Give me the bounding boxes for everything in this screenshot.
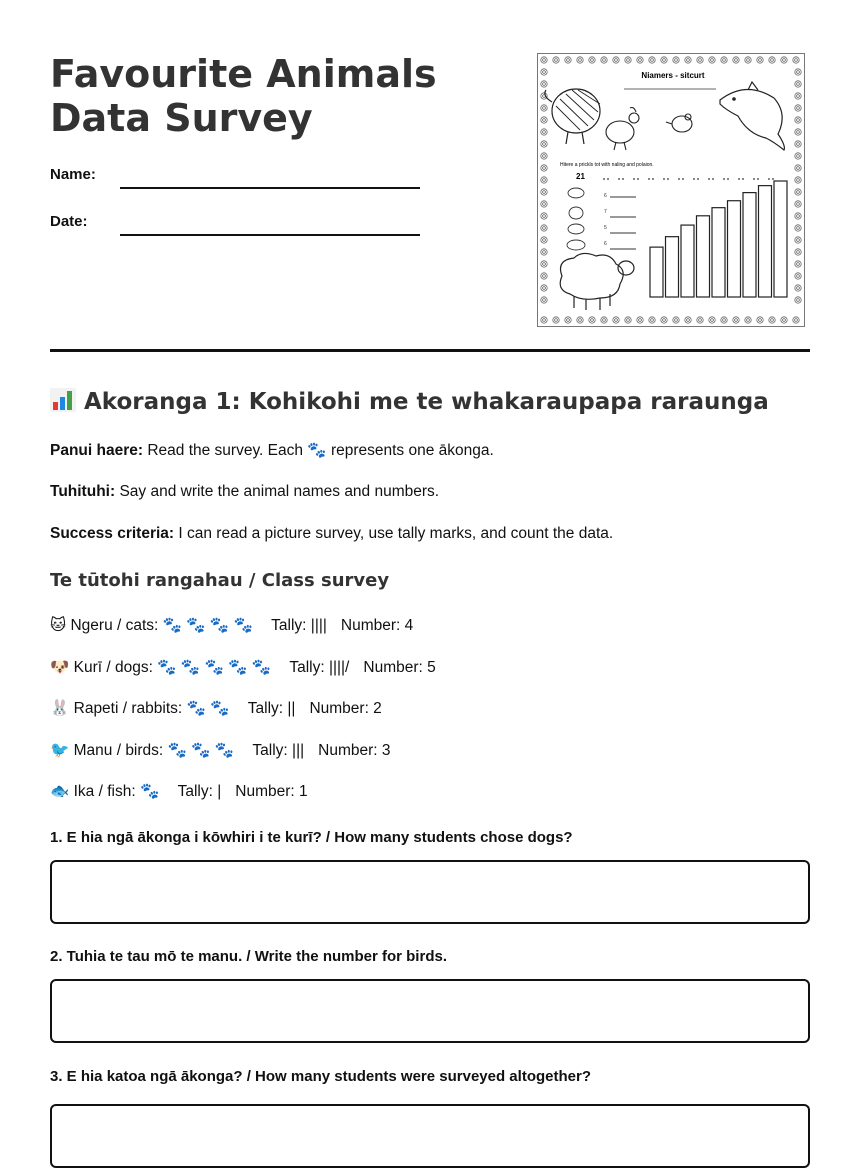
thumbnail-bar xyxy=(759,186,772,297)
success-criteria xyxy=(50,525,613,543)
question-1-answer-box[interactable] xyxy=(50,860,810,924)
thumbnail-bar xyxy=(681,225,694,297)
number-text: Number: 5 xyxy=(363,659,436,676)
lesson-heading xyxy=(50,388,769,415)
read-label: Panui haere: xyxy=(50,442,144,459)
thumbnail-bar xyxy=(743,193,756,297)
number-text: Number: 2 xyxy=(309,700,382,717)
animal-icon: 🐶 xyxy=(50,659,70,676)
thumbnail-heading: Niamers - sitcurt xyxy=(641,71,705,80)
read-text-after: represents one ākonga. xyxy=(330,442,494,459)
thumbnail-caption: Hitere a prickls tot with naling and polaion. xyxy=(560,162,654,168)
dolphin-icon xyxy=(720,82,784,150)
paw-icon: 🐾 xyxy=(228,659,248,676)
lesson-heading-text: Akoranga 1: Kohikohi me te whakaraupapa raraunga xyxy=(84,389,769,415)
thumbnail-top-number: 21 xyxy=(576,172,585,181)
paw-icon: 🐾 xyxy=(307,442,327,459)
animal-icon: 🐦 xyxy=(50,742,70,759)
paw-icon: 🐾 xyxy=(233,617,253,634)
survey-row xyxy=(50,699,382,718)
survey-row xyxy=(50,782,308,801)
number-text: Number: 3 xyxy=(318,742,391,759)
paw-icon: 🐾 xyxy=(191,742,211,759)
animal-icon: 🐟 xyxy=(50,783,70,800)
number-text: Number: 4 xyxy=(340,617,414,634)
thumbnail-drawing xyxy=(538,54,804,326)
survey-row xyxy=(50,616,413,635)
paw-icon: 🐾 xyxy=(251,659,272,676)
thumbnail-bar-graph xyxy=(650,181,787,297)
name-writing-line[interactable] xyxy=(120,187,420,189)
tally-text: Tally: |||| xyxy=(271,617,327,634)
paw-icon: 🐾 xyxy=(204,659,224,676)
survey-row-label: Manu / birds: xyxy=(73,742,164,759)
thumbnail-bar xyxy=(697,216,710,297)
survey-heading: Te tūtohi rangahau / Class survey xyxy=(50,570,390,591)
name-field[interactable] xyxy=(50,166,420,196)
tally-text: Tally: || xyxy=(247,700,296,717)
paw-icon: 🐾 xyxy=(214,742,235,759)
thumbnail-row-number: 7 xyxy=(604,209,607,215)
success-label: Success criteria: xyxy=(50,525,175,542)
paw-icon: 🐾 xyxy=(209,617,230,634)
tally-text: Tally: ||| xyxy=(252,742,305,759)
thumbnail-bar xyxy=(712,208,725,297)
paw-icon: 🐾 xyxy=(167,742,187,759)
survey-row xyxy=(50,658,436,677)
survey-row-label: Ngeru / cats: xyxy=(70,617,159,634)
bar-chart-icon xyxy=(50,388,76,412)
small-bird-icon xyxy=(666,114,692,132)
question-3-text: 3. E hia katoa ngā ākonga? / How many students were surveyed altogether? xyxy=(50,1068,591,1085)
sheep-icon xyxy=(560,253,634,310)
date-writing-line[interactable] xyxy=(120,234,420,236)
success-text: I can read a picture survey, use tally marks, and count the data. xyxy=(178,525,614,542)
header-divider xyxy=(50,349,810,352)
worksheet-page xyxy=(50,0,810,1161)
survey-row-label: Ika / fish: xyxy=(73,783,136,800)
question-2-text: 2. Tuhia te tau mō te manu. / Write the number for birds. xyxy=(50,948,447,965)
question-3-answer-box[interactable] xyxy=(50,1104,810,1168)
page-title: Favourite Animals Data Survey xyxy=(50,52,437,140)
date-label: Date: xyxy=(50,213,88,230)
survey-row-label: Rapeti / rabbits: xyxy=(73,700,183,717)
thumbnail-row-number: 6 xyxy=(604,193,607,199)
paw-icon: 🐾 xyxy=(180,659,201,676)
tally-text: Tally: | xyxy=(177,783,222,800)
date-field[interactable] xyxy=(50,213,420,243)
question-1-text: 1. E hia ngā ākonga i kōwhiri i te kurī? / How many students chose dogs? xyxy=(50,829,573,846)
paw-icon: 🐾 xyxy=(139,783,160,800)
write-label: Tuhituhi: xyxy=(50,483,116,500)
worksheet-thumbnail xyxy=(537,53,805,327)
worksheet-header xyxy=(50,0,810,350)
paw-icon: 🐾 xyxy=(186,617,206,634)
question-2-answer-box[interactable] xyxy=(50,979,810,1043)
kiwi-bird-icon xyxy=(545,89,600,144)
paw-icon: 🐾 xyxy=(210,700,230,717)
survey-row xyxy=(50,741,391,760)
quail-icon xyxy=(606,108,639,151)
thumbnail-bar xyxy=(666,237,679,297)
paw-icon: 🐾 xyxy=(186,700,206,717)
thumbnail-row-number: 5 xyxy=(604,225,607,231)
read-text-before: Read the survey. Each xyxy=(147,442,304,459)
read-instruction xyxy=(50,441,494,460)
paw-icon: 🐾 xyxy=(162,617,182,634)
write-instruction xyxy=(50,483,439,501)
animal-icon: 🐱 xyxy=(50,617,67,634)
thumbnail-row-number: 6 xyxy=(604,241,607,247)
write-text: Say and write the animal names and numbers. xyxy=(119,483,440,500)
name-label: Name: xyxy=(50,166,96,183)
thumbnail-bar xyxy=(774,181,787,297)
paw-icon: 🐾 xyxy=(157,659,177,676)
thumbnail-bar xyxy=(728,201,741,297)
animal-icon: 🐰 xyxy=(50,700,70,717)
tally-text: Tally: ||||/ xyxy=(289,659,350,676)
survey-row-label: Kurī / dogs: xyxy=(73,659,153,676)
thumbnail-bar xyxy=(650,247,663,297)
number-text: Number: 1 xyxy=(235,783,308,800)
thumbnail-animal-rows xyxy=(567,188,636,250)
